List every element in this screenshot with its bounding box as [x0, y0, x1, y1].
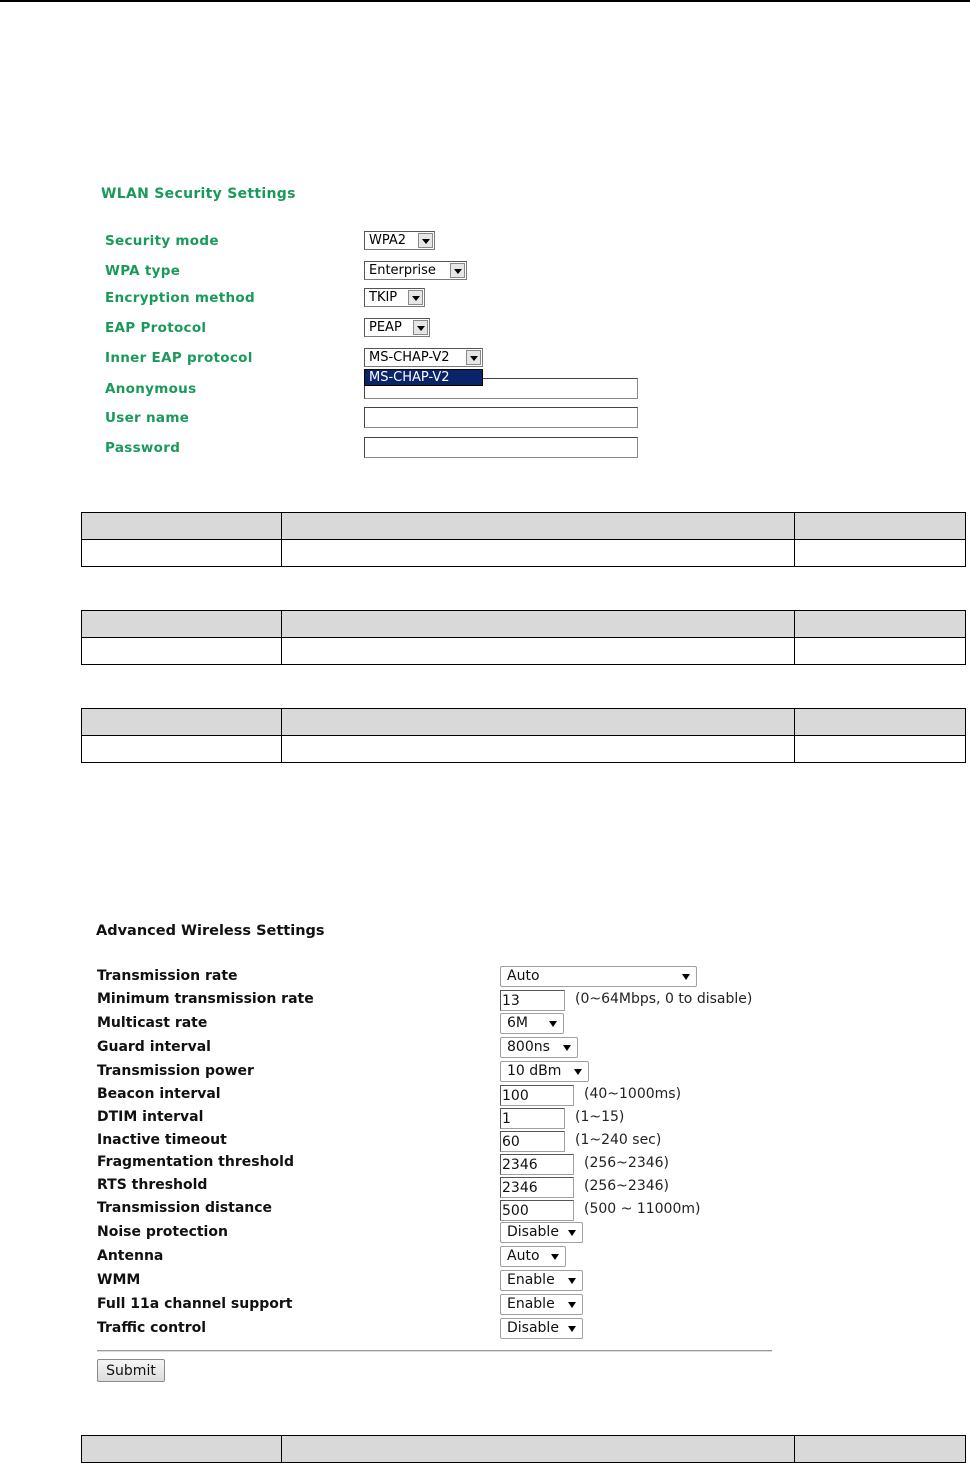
security-mode-select[interactable] — [364, 231, 435, 250]
inner-eap-protocol-value: MS-CHAP-V2 — [369, 350, 450, 365]
antenna-select[interactable] — [500, 1246, 566, 1267]
noise-protection-select[interactable] — [500, 1222, 583, 1243]
chevron-down-icon — [466, 350, 481, 365]
rts-threshold-label: RTS threshold — [97, 1177, 208, 1193]
transmission-rate-label: Transmission rate — [97, 968, 238, 984]
settings-table-2 — [81, 610, 966, 665]
beacon-interval-input[interactable]: 100 — [500, 1085, 574, 1106]
user-name-label: User name — [105, 410, 190, 426]
settings-table-1 — [81, 512, 966, 567]
full-11a-channel-support-select[interactable] — [500, 1294, 583, 1315]
fragmentation-threshold-input[interactable]: 2346 — [500, 1154, 574, 1175]
encryption-method-label: Encryption method — [105, 290, 255, 306]
encryption-method-value: TKIP — [369, 290, 398, 305]
wmm-select[interactable] — [500, 1270, 583, 1291]
multicast-rate-value: 6M — [507, 1015, 528, 1031]
inner-eap-protocol-label: Inner EAP protocol — [105, 350, 253, 366]
min-transmission-rate-input[interactable]: 13 — [500, 990, 565, 1011]
security-mode-value: WPA2 — [369, 233, 407, 248]
wlan-security-title: WLAN Security Settings — [101, 186, 296, 202]
transmission-distance-hint: (500 ~ 11000m) — [584, 1201, 701, 1217]
transmission-power-value: 10 dBm — [507, 1063, 562, 1079]
dropdown-arrow-icon — [551, 1254, 559, 1260]
wpa-type-label: WPA type — [105, 263, 181, 279]
security-mode-label: Security mode — [105, 233, 219, 249]
wmm-value: Enable — [507, 1272, 555, 1288]
transmission-rate-value: Auto — [507, 968, 540, 984]
eap-protocol-select[interactable] — [364, 318, 430, 337]
advanced-wireless-title: Advanced Wireless Settings — [96, 923, 325, 939]
transmission-rate-select[interactable] — [500, 966, 697, 987]
guard-interval-value: 800ns — [507, 1039, 550, 1055]
eap-protocol-value: PEAP — [369, 320, 402, 335]
password-label: Password — [105, 440, 181, 456]
dropdown-arrow-icon — [549, 1021, 557, 1027]
min-transmission-rate-label: Minimum transmission rate — [97, 991, 314, 1007]
full-11a-channel-support-label: Full 11a channel support — [97, 1296, 293, 1312]
settings-table-3 — [81, 708, 966, 763]
multicast-rate-label: Multicast rate — [97, 1015, 208, 1031]
dropdown-arrow-icon — [568, 1326, 576, 1332]
dtim-interval-label: DTIM interval — [97, 1109, 204, 1125]
transmission-distance-input[interactable]: 500 — [500, 1200, 574, 1221]
traffic-control-value: Disable — [507, 1320, 559, 1336]
full-11a-channel-support-value: Enable — [507, 1296, 555, 1312]
wpa-type-select[interactable] — [364, 261, 467, 280]
antenna-label: Antenna — [97, 1248, 164, 1264]
eap-protocol-label: EAP Protocol — [105, 320, 207, 336]
beacon-interval-label: Beacon interval — [97, 1086, 221, 1102]
dtim-interval-input[interactable]: 1 — [500, 1108, 565, 1129]
fragmentation-threshold-label: Fragmentation threshold — [97, 1154, 294, 1170]
dropdown-arrow-icon — [574, 1069, 582, 1075]
transmission-power-select[interactable] — [500, 1061, 589, 1082]
chevron-down-icon — [408, 290, 423, 305]
user-name-input[interactable] — [364, 407, 638, 428]
inactive-timeout-input[interactable]: 60 — [500, 1131, 565, 1152]
noise-protection-label: Noise protection — [97, 1224, 228, 1240]
encryption-method-select[interactable] — [364, 288, 425, 307]
antenna-value: Auto — [507, 1248, 540, 1264]
settings-table-4 — [81, 1435, 966, 1463]
inactive-timeout-label: Inactive timeout — [97, 1132, 227, 1148]
anonymous-label: Anonymous — [105, 381, 197, 397]
min-transmission-rate-hint: (0~64Mbps, 0 to disable) — [575, 991, 753, 1007]
guard-interval-label: Guard interval — [97, 1039, 211, 1055]
chevron-down-icon — [413, 320, 428, 335]
fragmentation-threshold-hint: (256~2346) — [584, 1155, 670, 1171]
dropdown-arrow-icon — [682, 974, 690, 980]
form-divider — [97, 1350, 772, 1352]
chevron-down-icon — [418, 233, 433, 248]
dropdown-arrow-icon — [568, 1230, 576, 1236]
transmission-distance-label: Transmission distance — [97, 1200, 273, 1216]
wpa-type-value: Enterprise — [369, 263, 436, 278]
inactive-timeout-hint: (1~240 sec) — [575, 1132, 662, 1148]
traffic-control-select[interactable] — [500, 1318, 583, 1339]
dropdown-arrow-icon — [563, 1045, 571, 1051]
password-input[interactable] — [364, 437, 638, 458]
page-top-rule — [0, 0, 970, 2]
guard-interval-select[interactable] — [500, 1037, 578, 1058]
beacon-interval-hint: (40~1000ms) — [584, 1086, 682, 1102]
rts-threshold-input[interactable]: 2346 — [500, 1177, 574, 1198]
traffic-control-label: Traffic control — [97, 1320, 207, 1336]
inner-eap-dropdown-option[interactable]: MS-CHAP-V2 — [364, 369, 483, 386]
dropdown-arrow-icon — [568, 1302, 576, 1308]
transmission-power-label: Transmission power — [97, 1063, 254, 1079]
submit-button[interactable]: Submit — [97, 1359, 165, 1382]
rts-threshold-hint: (256~2346) — [584, 1178, 670, 1194]
noise-protection-value: Disable — [507, 1224, 559, 1240]
chevron-down-icon — [450, 263, 465, 278]
multicast-rate-select[interactable] — [500, 1013, 564, 1034]
dropdown-arrow-icon — [568, 1278, 576, 1284]
inner-eap-protocol-select[interactable] — [364, 348, 483, 367]
dtim-interval-hint: (1~15) — [575, 1109, 625, 1125]
wmm-label: WMM — [97, 1272, 141, 1288]
